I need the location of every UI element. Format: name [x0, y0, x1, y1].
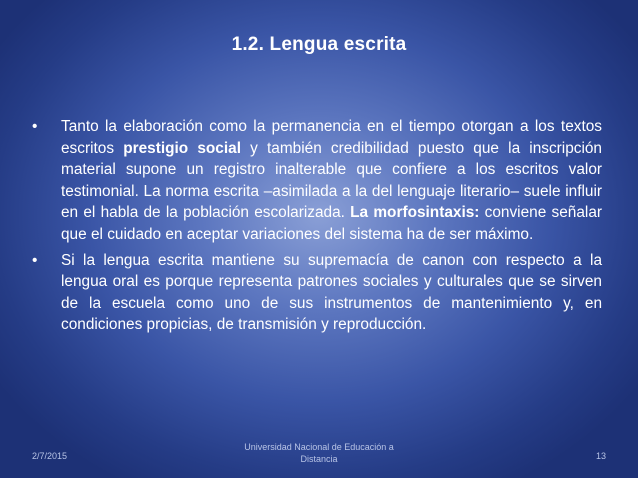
bold-text: prestigio social [123, 139, 241, 157]
slide-title: 1.2. Lengua escrita [231, 34, 407, 55]
bullet-text: conviene señalar que el cuidado en aceptar variaciones del sistema ha de ser máximo. [61, 204, 603, 243]
bullet-text: Tanto la elaboración como la permanencia en el tiempo otorgan a los textos escritos [61, 118, 602, 157]
footer-organization: Universidad Nacional de Educación a Distancia [244, 442, 394, 464]
bold-text: La morfosintaxis: [350, 204, 480, 222]
bullet-dot-icon: • [32, 118, 38, 135]
page-number: 13 [595, 451, 606, 461]
footer-date: 2/7/2015 [32, 451, 68, 461]
slide-content [30, 116, 602, 340]
bullet-text: Si la lengua escrita mantiene su supremacía de canon con respecto a la lengua oral es porque representa patrones sociales y culturales que se sirven de la escuela como uno de sus instrumentos de mantenimiento y, en condiciones propicias, de transmisión y reproducción. [61, 251, 602, 334]
bullet-item [30, 250, 602, 336]
bullet-text: y también credibilidad puesto que la inscripción material supone un registro inalterable que confiere a los escritos valor testimonial. La norma escrita –asimilada a la del lenguaje literario– suele influir en el habla de la población escolarizada. [61, 139, 602, 222]
bullet-item [30, 116, 602, 246]
bullet-dot-icon: • [32, 251, 38, 269]
